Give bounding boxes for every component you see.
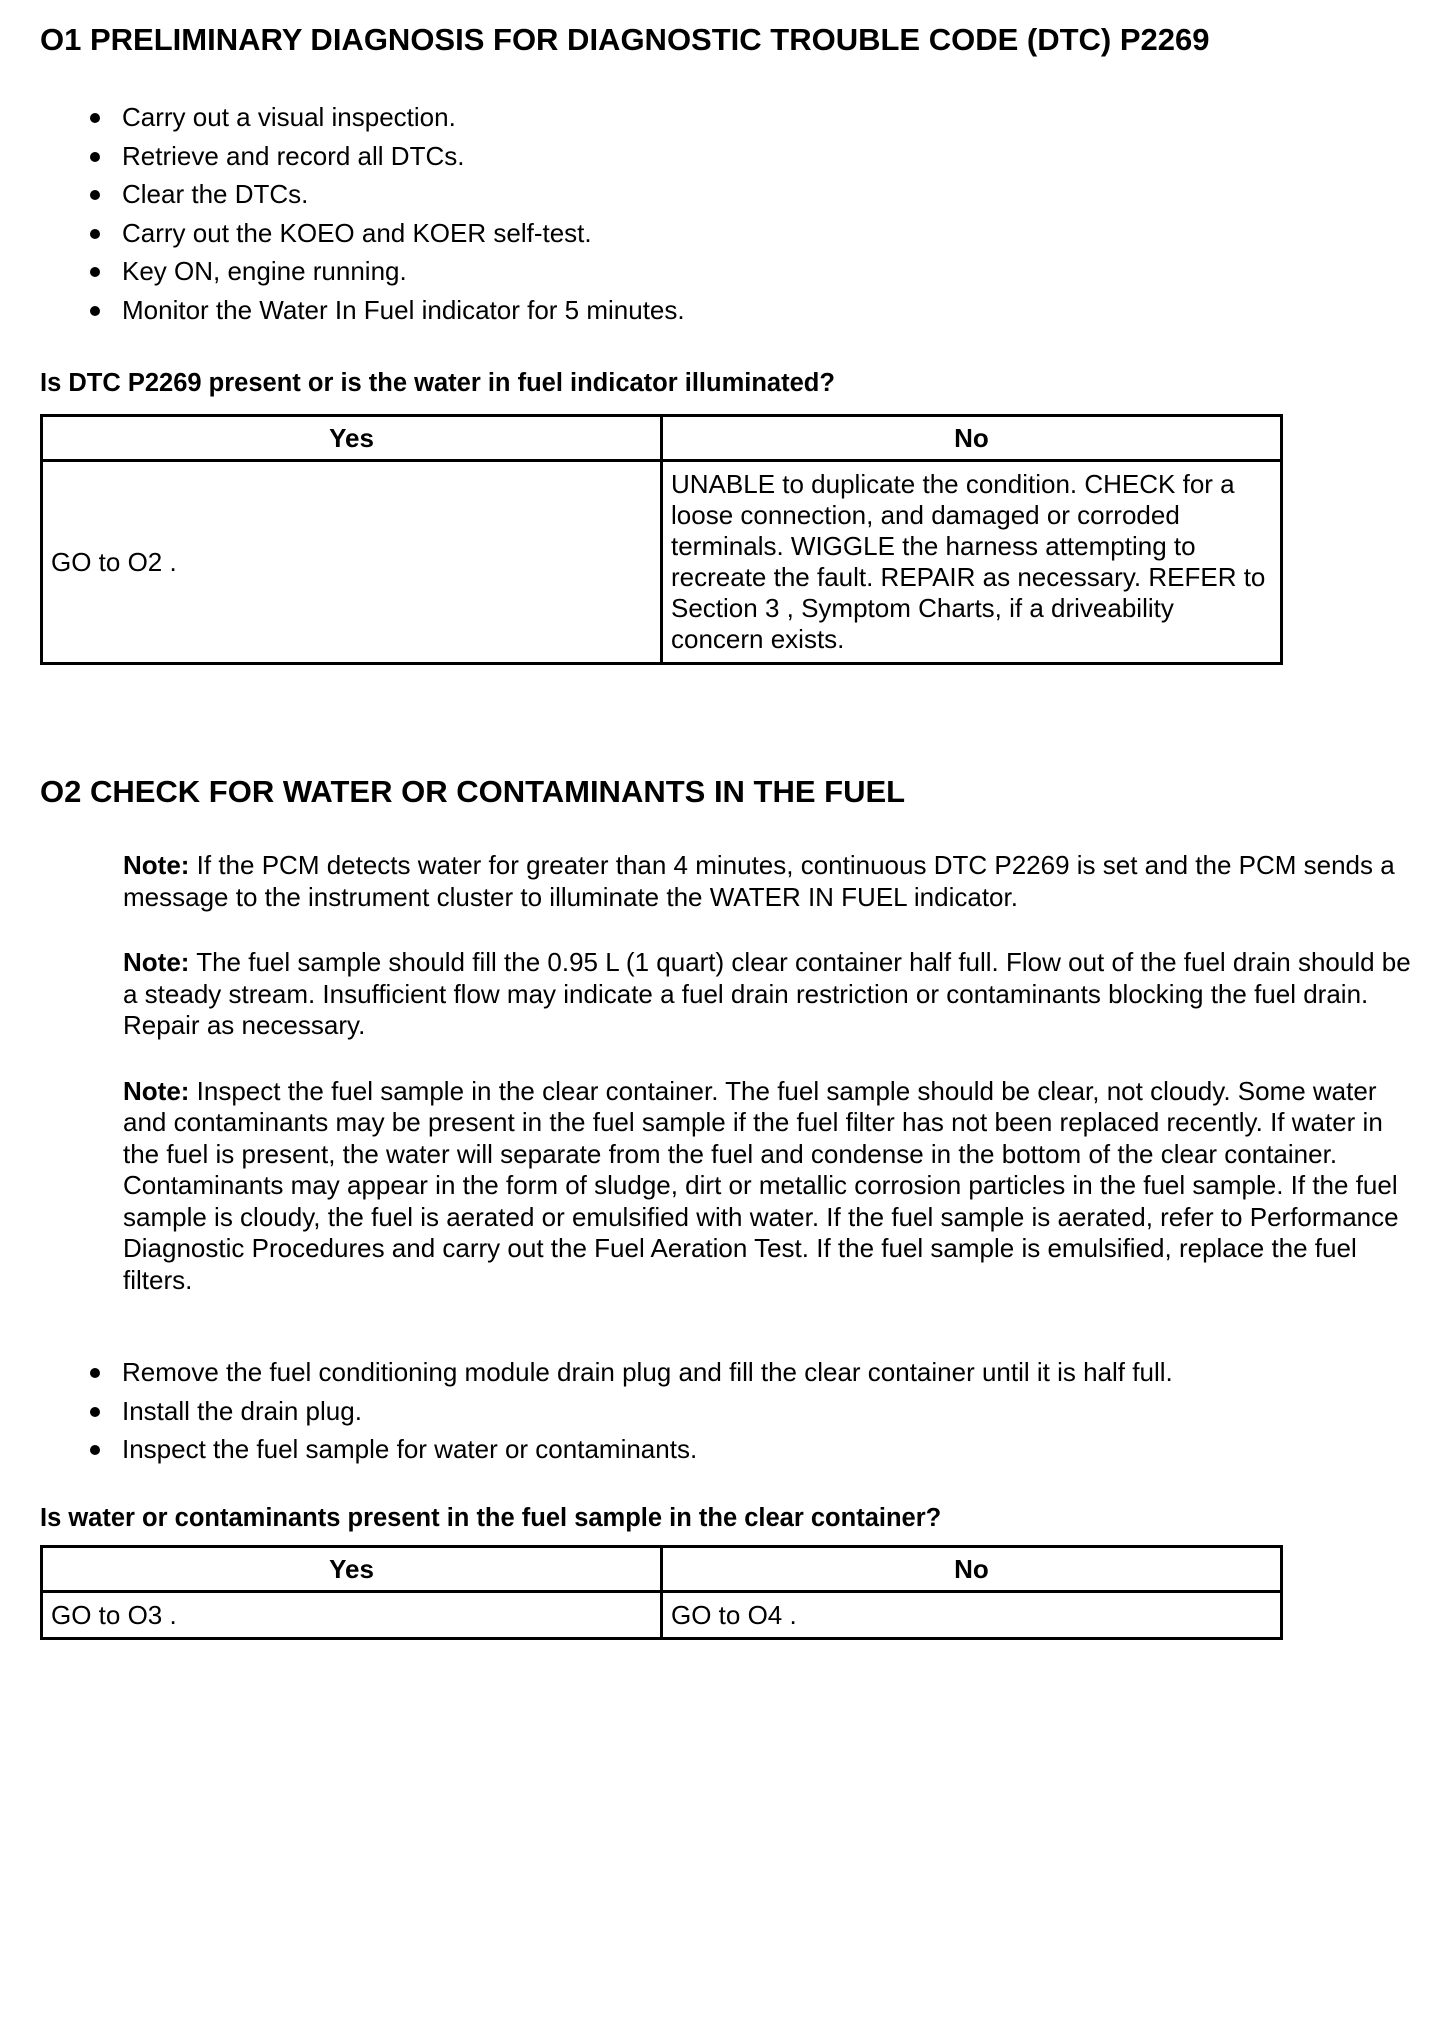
note-label: Note: bbox=[123, 1075, 190, 1106]
note-text: Inspect the fuel sample in the clear container. The fuel sample should be clear, not cloudy. Some water and contaminants may be present in the fuel sample if the fuel filter has not been replaced recently. If water in the fuel is present, the water will separate from the fuel and condense in the bottom of the clear container. Contaminants may appear in the form of sludge, dirt or metallic corrosion particles in the fuel sample. If the fuel sample is cloudy, the fuel is aerated or emulsified with water. If the fuel sample is aerated, refer to Performance Diagnostic Procedures and carry out the Fuel Aeration Test. If the fuel sample is emulsified, replace the fuel filters. bbox=[123, 1075, 1399, 1295]
section-o1-title: O1 PRELIMINARY DIAGNOSIS FOR DIAGNOSTIC TROUBLE CODE (DTC) P2269 bbox=[40, 22, 1210, 57]
yes-header: Yes bbox=[42, 1547, 662, 1592]
note-text: The fuel sample should fill the 0.95 L (1 quart) clear container half full. Flow out of the fuel drain should be a steady stream. Insufficient flow may indicate a fuel drain restriction or contaminants blocking the fuel drain. Repair as necessary. bbox=[123, 947, 1411, 1040]
note-paragraph bbox=[123, 1076, 1423, 1297]
section-o1-question: Is DTC P2269 present or is the water in fuel indicator illuminated? bbox=[40, 369, 835, 397]
no-header: No bbox=[662, 1547, 1282, 1592]
step-item: Retrieve and record all DTCs. bbox=[90, 137, 1410, 176]
step-item: Carry out a visual inspection. bbox=[90, 98, 1410, 137]
section-o2-steps bbox=[90, 1353, 1410, 1469]
no-action-cell: GO to O4 . bbox=[662, 1592, 1282, 1639]
table-header-row bbox=[42, 416, 1282, 461]
step-item: Clear the DTCs. bbox=[90, 175, 1410, 214]
step-item: Remove the fuel conditioning module drain plug and fill the clear container until it is half full. bbox=[90, 1353, 1410, 1392]
step-item: Inspect the fuel sample for water or contaminants. bbox=[90, 1430, 1410, 1469]
no-header: No bbox=[662, 416, 1282, 461]
section-o2-title: O2 CHECK FOR WATER OR CONTAMINANTS IN THE FUEL bbox=[40, 774, 906, 809]
table-row bbox=[42, 461, 1282, 664]
table-row bbox=[42, 1592, 1282, 1639]
step-item: Monitor the Water In Fuel indicator for 5 minutes. bbox=[90, 291, 1410, 330]
step-item: Key ON, engine running. bbox=[90, 252, 1410, 291]
section-o2-notes bbox=[123, 850, 1423, 1330]
note-label: Note: bbox=[123, 947, 190, 977]
yes-header: Yes bbox=[42, 416, 662, 461]
yes-action-cell: GO to O3 . bbox=[42, 1592, 662, 1639]
section-o2-question: Is water or contaminants present in the fuel sample in the clear container? bbox=[40, 1504, 942, 1532]
table-header-row bbox=[42, 1547, 1282, 1592]
note-text: If the PCM detects water for greater than 4 minutes, continuous DTC P2269 is set and the PCM sends a message to the instrument cluster to illuminate the WATER IN FUEL indicator. bbox=[123, 850, 1395, 912]
note-label: Note: bbox=[123, 850, 190, 880]
note-paragraph bbox=[123, 850, 1423, 913]
step-item: Install the drain plug. bbox=[90, 1392, 1410, 1431]
section-o2-decision-table bbox=[40, 1545, 1283, 1640]
note-paragraph bbox=[123, 947, 1423, 1042]
section-o1-decision-table bbox=[40, 414, 1283, 665]
yes-action-cell: GO to O2 . bbox=[42, 461, 662, 664]
section-o1-steps bbox=[90, 98, 1410, 329]
step-item: Carry out the KOEO and KOER self-test. bbox=[90, 214, 1410, 253]
no-action-cell: UNABLE to duplicate the condition. CHECK for a loose connection, and damaged or corroded terminals. WIGGLE the harness attempting to recreate the fault. REPAIR as necessary. REFER to Section 3 , Symptom Charts, if a driveability concern exists. bbox=[662, 461, 1282, 664]
